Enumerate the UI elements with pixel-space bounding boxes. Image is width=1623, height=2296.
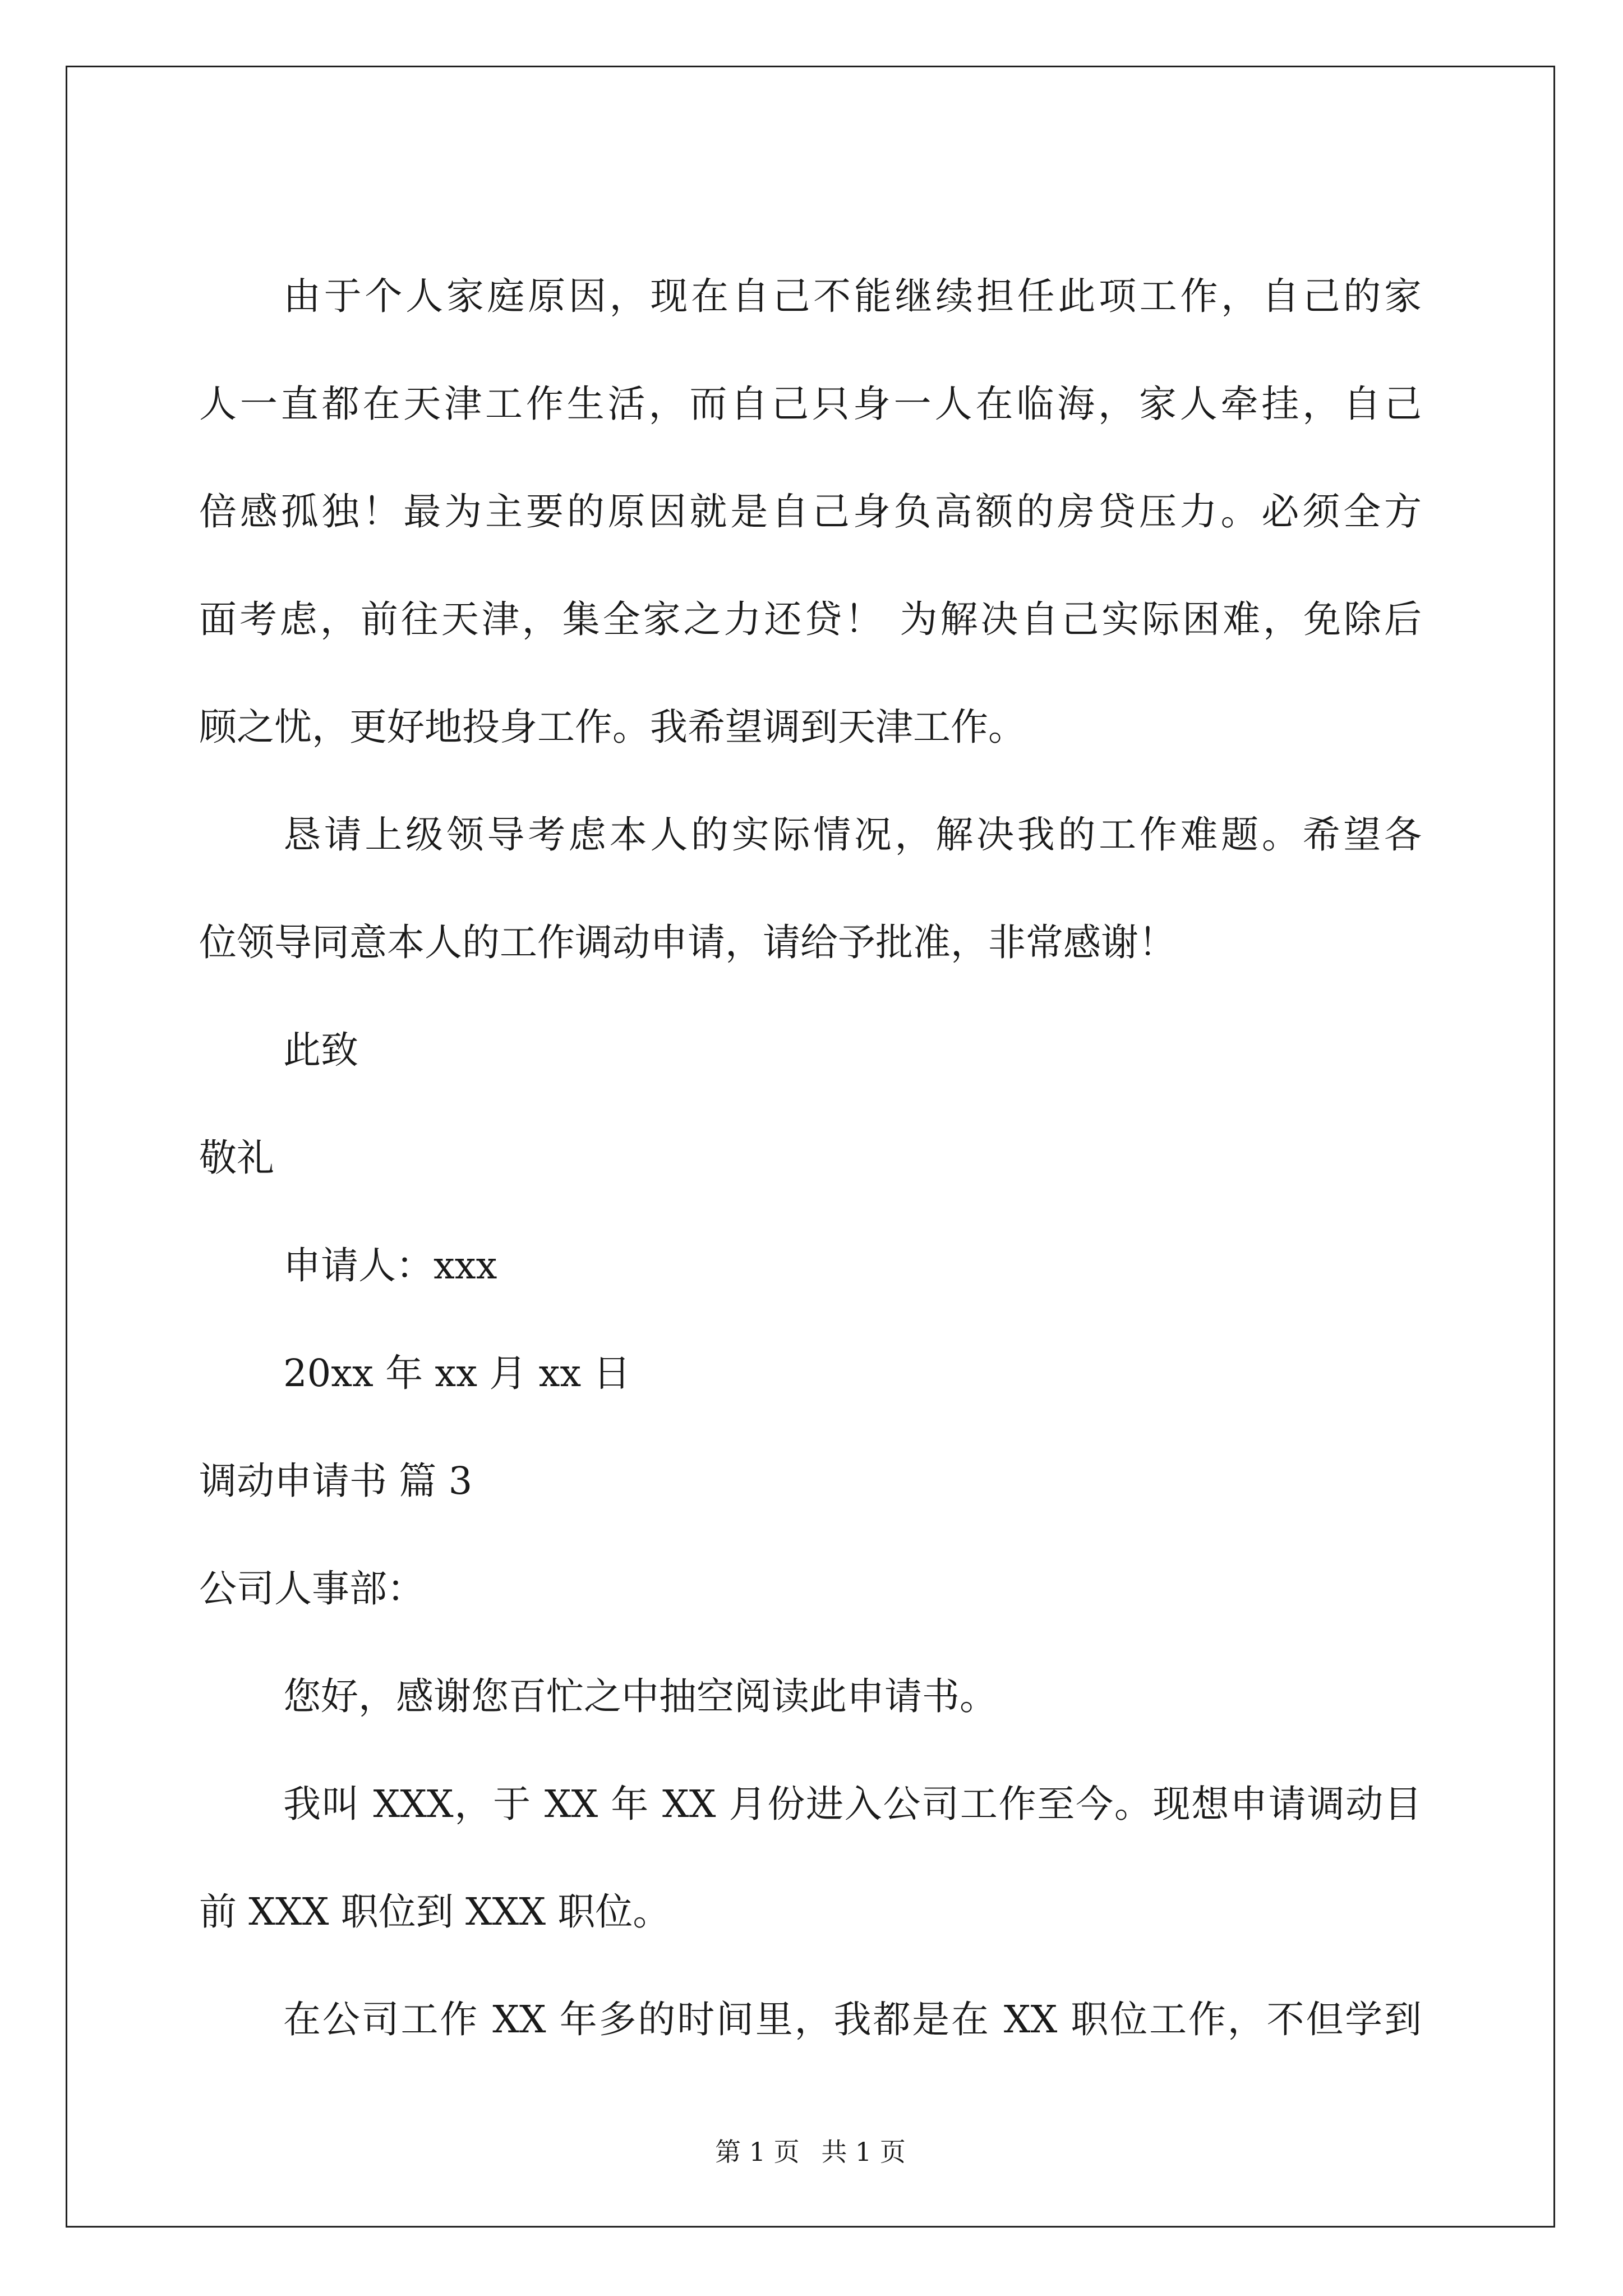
applicant-line: 申请人：xxx [283,1244,497,1287]
paragraph-line: 倍感孤独！最为主要的原因就是自己身负高额的房贷压力。必须全方 [199,490,1422,533]
closing-line: 此致 [283,1028,358,1072]
paragraph-line: 在公司工作 XX 年多的时间里，我都是在 XX 职位工作，不但学到 [283,1998,1422,2041]
paragraph-line: 恳请上级领导考虑本人的实际情况，解决我的工作难题。希望各 [283,813,1422,857]
recipient-line: 公司人事部： [199,1567,425,1611]
paragraph-line: 人一直都在天津工作生活，而自己只身一人在临海，家人牵挂，自己 [199,382,1422,426]
page-number-current: 第 1 页 [715,2137,800,2167]
date-line: 20xx 年 xx 月 xx 日 [283,1351,631,1395]
page-frame [66,66,1555,2228]
page-number-total: 共 1 页 [821,2137,906,2167]
page-footer [67,2135,1553,2169]
paragraph-line: 由于个人家庭原因，现在自己不能继续担任此项工作，自己的家 [283,274,1422,318]
paragraph-line: 我叫 XXX，于 XX 年 XX 月份进入公司工作至今。现想申请调动目 [283,1782,1422,1826]
paragraph-line: 顾之忧，更好地投身工作。我希望调到天津工作。 [199,705,1026,749]
paragraph-line: 位领导同意本人的工作调动申请，请给予批准，非常感谢！ [199,921,1176,964]
salutation-line: 敬礼 [199,1136,274,1180]
document-body [67,67,1553,2226]
paragraph-line: 前 XXX 职位到 XXX 职位。 [199,1890,671,1934]
section-heading: 调动申请书 篇 3 [199,1459,473,1503]
paragraph-line: 面考虑，前往天津，集全家之力还贷！ 为解决自己实际困难，免除后 [199,597,1422,641]
paragraph-line: 您好，感谢您百忙之中抽空阅读此申请书。 [283,1674,997,1718]
